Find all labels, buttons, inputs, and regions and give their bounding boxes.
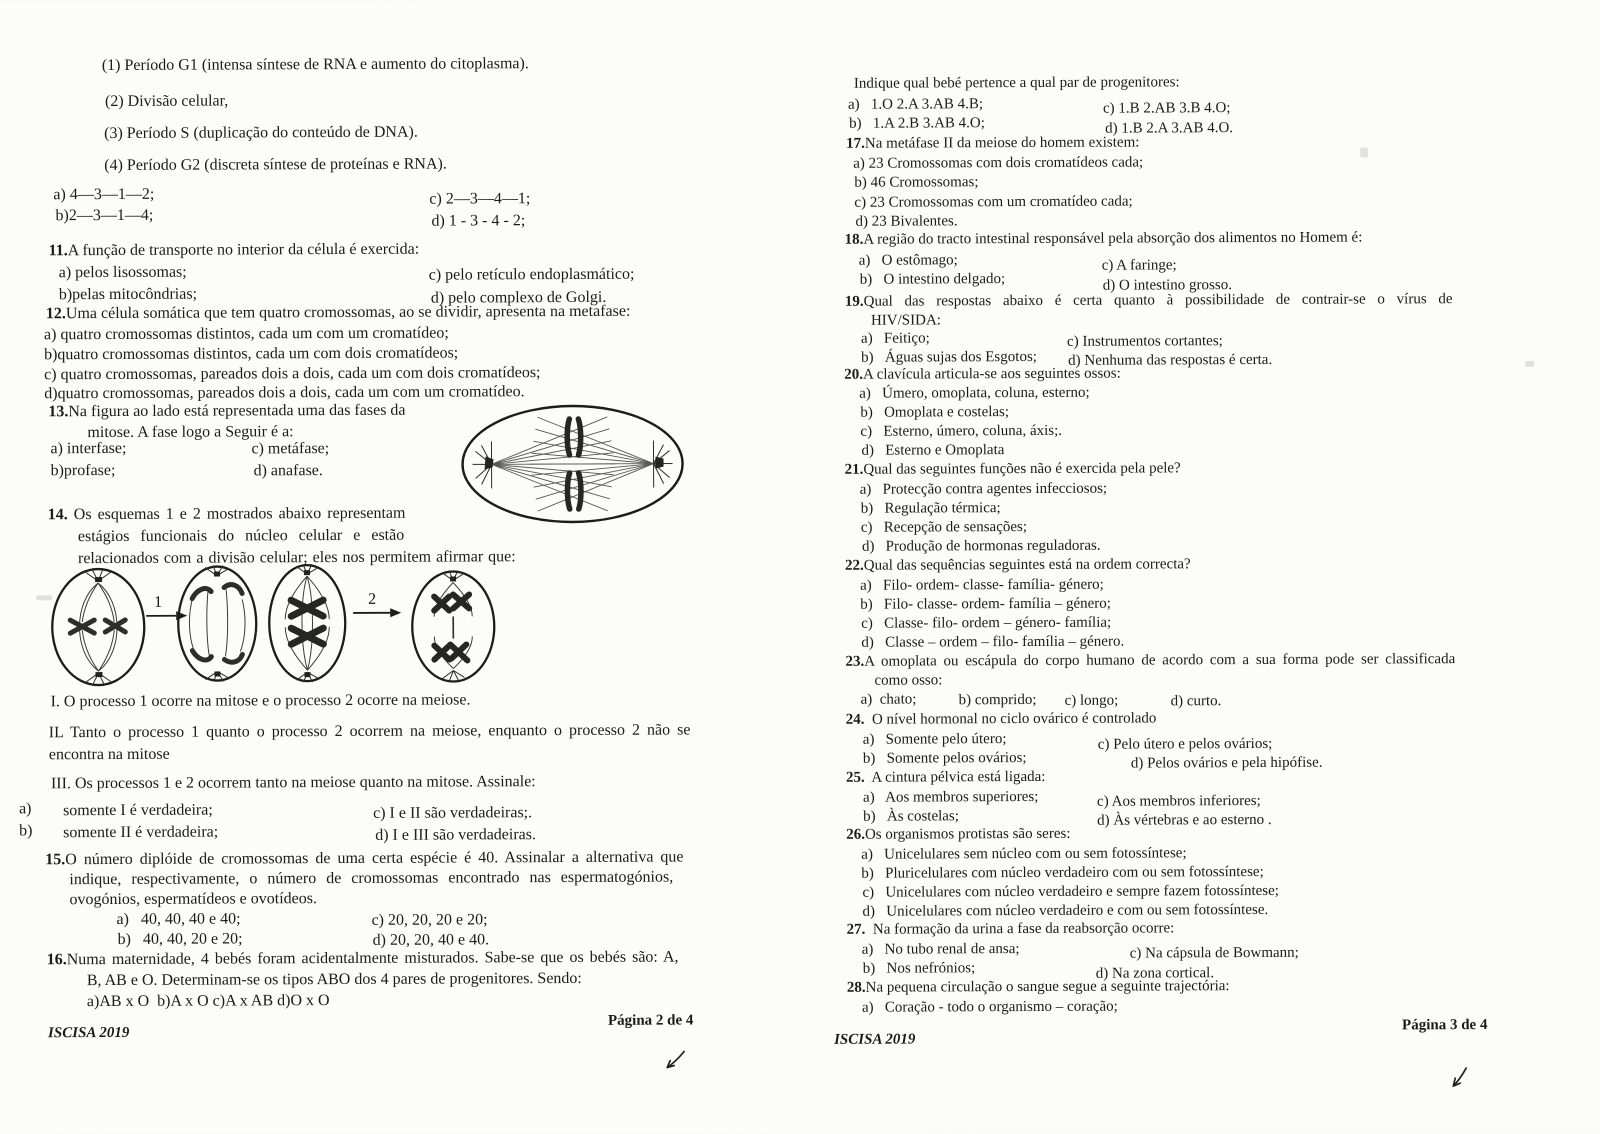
question-22-option-a: a) Filo- ordem- classe- família- género; xyxy=(860,576,1104,596)
question-20-option-d: d) Esterno e Omoplata xyxy=(861,441,1004,461)
question-27-option-b: b) Nos nefrónios; xyxy=(863,959,976,978)
question-15-text-line1: O número diplóide de cromossomas de uma certa espécie é 40. Assinalar a alternativa que xyxy=(65,849,683,869)
question-17-text: Na metáfase II da meiose do homem existem: xyxy=(865,135,1140,152)
seq-option-c: c) 2—3—4—1; xyxy=(429,188,530,209)
question-22-option-c: c) Classe- filo- ordem – género- família; xyxy=(861,614,1111,634)
cell-stage-4 xyxy=(412,570,494,681)
question-25-title xyxy=(846,768,1046,788)
question-22-title xyxy=(845,555,1191,576)
process-1-label: 1 xyxy=(154,594,162,611)
question-12-option-c: c) quatro cromossomas, pareados dois a dois, cada um com dois cromatídeos; xyxy=(44,362,540,385)
question-20-option-b: b) Omoplata e costelas; xyxy=(860,403,1009,423)
statement-2-line1: IL Tanto o processo 1 quanto o processo 2 ocorrem na meiose, enquanto o processo 2 não se xyxy=(49,719,691,743)
question-21-option-b: b) Regulação térmica; xyxy=(861,499,1001,519)
question-18-option-b: b) O intestino delgado; xyxy=(860,270,1005,290)
question-25-option-d: d) Às vértebras e ao esterno . xyxy=(1097,811,1272,831)
question-11-title xyxy=(49,239,420,262)
question-15-option-d: d) 20, 20, 40 e 40. xyxy=(373,929,490,951)
question-22-number: 22. xyxy=(845,558,864,574)
question-12-option-b: b)quatro cromossomas distintos, cada um com dois cromatídeos; xyxy=(44,342,458,365)
question-25-number: 25. xyxy=(846,770,865,786)
question-18-option-c: c) A faringe; xyxy=(1102,256,1177,275)
question-14-option-b: somente II é verdadeira; xyxy=(63,822,218,844)
statement-1: I. O processo 1 ocorre na mitose e o processo 2 ocorre na meiose. xyxy=(51,689,471,712)
statement-3: III. Os processos 1 e 2 ocorrem tanto na meiose quanto na mitose. Assinale: xyxy=(51,771,536,794)
question-13-option-c: c) metáfase; xyxy=(251,438,329,459)
question-21-number: 21. xyxy=(845,462,864,478)
question-14-title-line1 xyxy=(48,503,406,526)
question-24-number: 24. xyxy=(846,712,865,728)
question-13-text: Na figura ao lado está representada uma das fases da xyxy=(68,402,405,420)
question-12-option-d: d)quatro cromossomas, pareados dois a dois, cada um com um cromatídeo. xyxy=(44,381,524,404)
question-23-number: 23. xyxy=(845,654,864,670)
question-28-text: Na pequena circulação o sangue segue a seguinte trajectória: xyxy=(866,978,1230,996)
question-24-option-c: c) Pelo útero e pelos ovários; xyxy=(1098,735,1273,755)
question-16b-option-d: d) 1.B 2.A 3.AB 4.O. xyxy=(1105,119,1233,139)
question-14-title-line3: relacionados com a divisão celular; eles nos permitem afirmar que: xyxy=(78,546,516,569)
question-16-continuation-title: Indique qual bebé pertence a qual par de progenitores: xyxy=(854,73,1180,93)
question-11-option-b: b)pelas mitocôndrias; xyxy=(59,284,197,306)
scan-artifact xyxy=(1525,361,1534,367)
cell-division-sequence-figure xyxy=(40,558,511,694)
question-28-number: 28. xyxy=(847,980,866,996)
question-15-title-line3: ovogónios, espermatídeos e ovotídeos. xyxy=(69,888,317,910)
question-14-text-line1: Os esquemas 1 e 2 mostrados abaixo representam xyxy=(68,505,406,523)
question-22-option-b: b) Filo- classe- ordem- família – género; xyxy=(860,595,1111,615)
question-20-option-c: c) Esterno, úmero, coluna, áxis;. xyxy=(860,422,1062,442)
question-26-title xyxy=(846,825,1070,845)
question-23-title-line1 xyxy=(845,650,1455,672)
question-23-option-d: d) curto. xyxy=(1171,692,1222,711)
question-12-option-a: a) quatro cromossomas distintos, cada um com um cromatídeo; xyxy=(44,323,449,346)
statement-2-line2: encontra na mitose xyxy=(49,744,170,766)
question-26-option-d: d) Unicelulares com núcleo verdadeiro e com ou sem fotossíntese. xyxy=(862,901,1268,922)
question-27-title xyxy=(847,919,1175,939)
question-17-option-a: a) 23 Cromossomas com dois cromatídeos cada; xyxy=(853,153,1143,173)
question-26-number: 26. xyxy=(846,827,865,843)
question-14-number: 14. xyxy=(48,506,68,523)
process-1-arrow xyxy=(146,594,187,621)
question-12-text: Uma célula somática que tem quatro cromossomas, ao se dividir, apresenta na metafase: xyxy=(66,303,631,322)
question-17-option-c: c) 23 Cromossomas com um cromatídeo cada; xyxy=(854,193,1132,213)
question-18-text: A região do tracto intestinal responsável pela absorção dos alimentos no Homem é: xyxy=(863,230,1362,248)
question-12-number: 12. xyxy=(46,305,66,322)
question-11-text: A função de transporte no interior da célula é exercida: xyxy=(68,241,419,260)
question-13-title-line2: mitose. A fase logo a Seguir é a: xyxy=(87,421,293,443)
question-16b-option-c: c) 1.B 2.AB 3.B 4.O; xyxy=(1103,99,1231,119)
question-25-option-b: b) Às costelas; xyxy=(863,807,959,826)
question-18-title xyxy=(845,229,1363,250)
question-17-option-b: b) 46 Cromossomas; xyxy=(854,173,978,193)
question-14-option-b-label: b) xyxy=(19,820,32,841)
cell-stage-1 xyxy=(52,569,145,685)
question-25-option-a: a) Aos membros superiores; xyxy=(863,788,1038,808)
question-19-text-line1: Qual das respostas abaixo é certa quanto à possibilidade de contrair-se o vírus de xyxy=(864,291,1453,310)
question-23-title-line2: como osso: xyxy=(874,671,942,690)
question-14-option-a: somente I é verdadeira; xyxy=(63,800,213,822)
cycle-item-4: (4) Período G2 (discreta síntese de proteínas e RNA). xyxy=(104,154,447,176)
right-footer-exam-label: ISCISA 2019 xyxy=(834,1032,915,1049)
question-17-title xyxy=(846,134,1139,154)
question-28-title xyxy=(847,977,1230,998)
question-16-number: 16. xyxy=(47,951,67,968)
question-15-option-c: c) 20, 20, 20 e 20; xyxy=(372,909,488,931)
question-19-number: 19. xyxy=(845,294,864,310)
question-11-option-d: d) pelo complexo de Golgi. xyxy=(431,287,607,309)
cycle-item-1: (1) Período G1 (intensa síntese de RNA e aumento do citoplasma). xyxy=(102,53,529,76)
question-21-option-d: d) Produção de hormonas reguladoras. xyxy=(862,537,1101,557)
question-15-option-b: b) 40, 40, 20 e 20; xyxy=(118,928,243,950)
question-11-option-c: c) pelo retículo endoplasmático; xyxy=(429,264,635,286)
cell-stage-3 xyxy=(269,564,346,682)
question-22-option-d: d) Classe – ordem – filo- família – género. xyxy=(861,633,1124,653)
cell-stage-2 xyxy=(178,565,257,681)
question-24-text: O nível hormonal no ciclo ovárico é controlado xyxy=(864,710,1156,727)
scan-artifact xyxy=(1360,148,1368,158)
right-footer-page-number: Página 3 de 4 xyxy=(1402,1017,1488,1034)
question-25-option-c: c) Aos membros inferiores; xyxy=(1097,792,1261,812)
question-16b-option-b: b) 1.A 2.B 3.AB 4.O; xyxy=(849,114,985,134)
question-19-option-c: c) Instrumentos cortantes; xyxy=(1067,332,1223,352)
seq-option-b: b)2—3—1—4; xyxy=(55,205,153,226)
question-17-option-d: d) 23 Bivalentes. xyxy=(855,212,957,231)
left-footer-page-number: Página 2 de 4 xyxy=(608,1012,694,1029)
handwritten-checkmark xyxy=(1446,1065,1472,1093)
question-12-title xyxy=(46,301,631,325)
question-16-title-line1 xyxy=(47,947,679,971)
question-19-option-d: d) Nenhuma das respostas é certa. xyxy=(1068,351,1272,371)
question-26-option-a: a) Unicelulares sem núcleo com ou sem fotossíntese; xyxy=(861,844,1186,864)
cycle-item-2: (2) Divisão celular, xyxy=(105,90,228,112)
question-20-text: A clavícula articula-se aos seguintes ossos: xyxy=(863,366,1121,383)
question-20-number: 20. xyxy=(844,367,863,383)
cycle-item-3: (3) Período S (duplicação do conteúdo de DNA). xyxy=(104,122,418,144)
seq-option-d: d) 1 - 3 - 4 - 2; xyxy=(431,210,525,231)
question-11-option-a: a) pelos lisossomas; xyxy=(59,262,187,284)
question-13-option-b: b)profase; xyxy=(51,460,116,481)
question-21-option-c: c) Recepção de sensações; xyxy=(861,518,1027,538)
question-22-text: Qual das sequências seguintes está na ordem correcta? xyxy=(864,556,1191,573)
question-24-title xyxy=(846,709,1157,729)
question-23-option-c: c) longo; xyxy=(1065,692,1119,711)
question-11-number: 11. xyxy=(49,242,68,259)
question-27-option-d: d) Na zona cortical. xyxy=(1096,964,1214,984)
question-13-option-a: a) interfase; xyxy=(50,438,126,459)
right-centrosome xyxy=(656,457,664,469)
question-19-option-b: b) Águas sujas dos Esgotos; xyxy=(861,348,1037,368)
question-26-text: Os organismos protistas são seres: xyxy=(865,826,1071,843)
question-21-title xyxy=(845,459,1181,479)
question-17-number: 17. xyxy=(846,136,865,152)
question-21-text: Qual das seguintes funções não é exercida pela pele? xyxy=(863,460,1180,477)
question-14-option-a-label: a) xyxy=(19,798,32,819)
question-24-option-b: b) Somente pelos ovários; xyxy=(863,749,1027,769)
question-19-title-line2: HIV/SIDA: xyxy=(871,311,941,330)
question-13-title-line1 xyxy=(48,400,405,423)
question-13-number: 13. xyxy=(48,403,68,420)
mitosis-phase-figure xyxy=(457,400,690,527)
question-15-title-line2: indique, respectivamente, o número de cromossomas encontrado nas espermatogónios, xyxy=(69,867,673,891)
question-20-title xyxy=(844,365,1121,385)
question-15-number: 15. xyxy=(45,851,65,868)
question-16b-option-a: a) 1.O 2.A 3.AB 4.B; xyxy=(848,95,983,115)
question-14-option-c: c) I e II são verdadeiras;. xyxy=(373,802,532,824)
question-19-option-a: a) Feitiço; xyxy=(861,329,930,348)
question-24-option-a: a) Somente pelo útero; xyxy=(863,730,1007,750)
question-26-option-c: c) Unicelulares com núcleo verdadeiro e sempre fazem fotossíntese; xyxy=(862,882,1279,903)
question-20-option-a: a) Úmero, omoplata, coluna, esterno; xyxy=(859,384,1089,404)
question-27-number: 27. xyxy=(847,922,866,938)
question-16-text-line1: Numa maternidade, 4 bebés foram acidentalmente misturados. Sabe-se que os bebés são: A, xyxy=(67,949,679,969)
question-23-text-line1: A omoplata ou escápula do corpo humano de acordo com a sua forma pode ser classificada xyxy=(864,651,1455,670)
question-27-option-c: c) Na cápsula de Bowmann; xyxy=(1130,944,1299,964)
question-15-option-a: a) 40, 40, 40 e 40; xyxy=(116,908,240,930)
question-18-option-d: d) O intestino grosso. xyxy=(1103,276,1232,296)
question-13-option-d: d) anafase. xyxy=(254,460,323,481)
handwritten-checkmark xyxy=(662,1048,688,1074)
question-18-number: 18. xyxy=(845,232,864,248)
question-14-title-line2: estágios funcionais do núcleo celular e estão xyxy=(78,525,404,547)
question-16-options-line: a)AB x O b)A x O c)A x AB d)O x O xyxy=(87,990,330,1012)
question-19-title-line1 xyxy=(845,290,1453,312)
process-2-arrow xyxy=(353,591,401,618)
question-27-option-a: a) No tubo renal de ansa; xyxy=(862,940,1020,960)
process-2-label: 2 xyxy=(368,591,376,608)
left-footer-exam-label: ISCISA 2019 xyxy=(48,1025,129,1042)
question-25-text: A cintura pélvica está ligada: xyxy=(865,769,1046,786)
question-18-option-a: a) O estômago; xyxy=(859,251,958,270)
scan-artifact xyxy=(36,595,52,600)
question-24-option-d: d) Pelos ovários e pela hipófise. xyxy=(1131,754,1323,774)
seq-option-a: a) 4—3—1—2; xyxy=(53,184,154,205)
left-centrosome xyxy=(485,456,494,469)
question-21-option-a: a) Protecção contra agentes infecciosos; xyxy=(860,480,1107,500)
question-28-option-a: a) Coração - todo o organismo – coração; xyxy=(862,998,1118,1018)
question-27-text: Na formação da urina a fase da reabsorção ocorre: xyxy=(865,920,1174,937)
question-14-option-d: d) I e III são verdadeiras. xyxy=(375,824,536,846)
question-26-option-b: b) Pluricelulares com núcleo verdadeiro com ou sem fotossíntese; xyxy=(861,863,1263,884)
question-23-option-a: a) chato; xyxy=(861,690,917,709)
question-16-title-line2: B, AB e O. Determinam-se os tipos ABO dos 4 pares de progenitores. Sendo: xyxy=(87,968,582,991)
question-23-option-b: b) comprido; xyxy=(959,691,1037,710)
